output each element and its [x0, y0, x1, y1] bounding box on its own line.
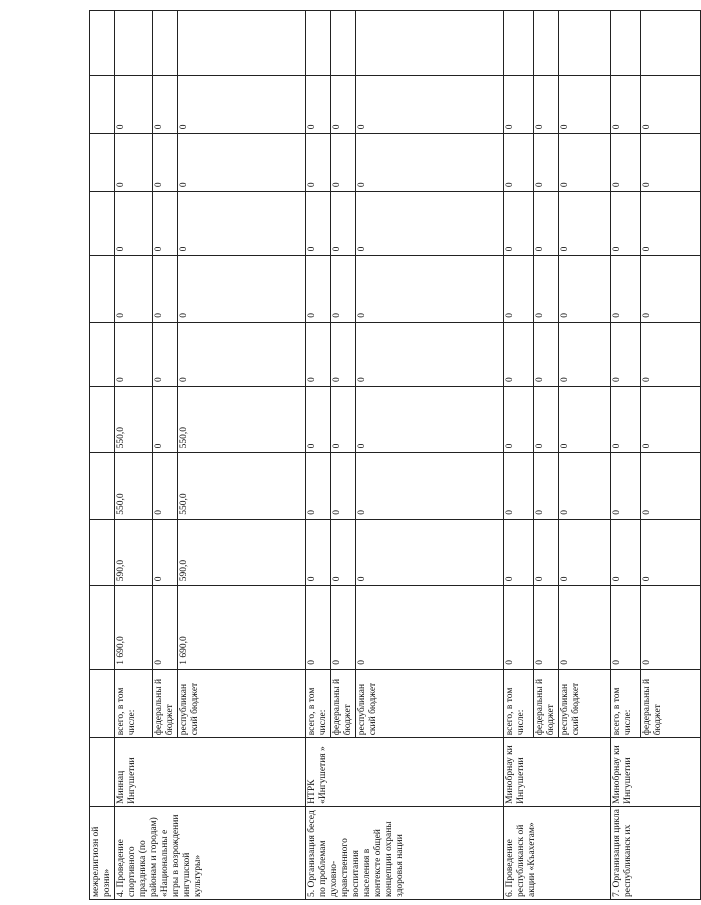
- funding-source-cell: республикан ский бюджет: [356, 669, 504, 738]
- amount-cell: 0: [611, 519, 641, 585]
- amount-cell: 0: [178, 256, 306, 322]
- amount-cell: 0: [534, 519, 559, 585]
- amount-cell: 0: [331, 134, 356, 192]
- amount-cell: 0: [306, 386, 331, 452]
- table-row: [504, 11, 534, 900]
- amount-cell: 0: [306, 134, 331, 192]
- amount-cell: 0: [504, 453, 534, 519]
- amount-cell: 0: [504, 134, 534, 192]
- amount-cell: 0: [356, 134, 504, 192]
- amount-cell: 0: [153, 76, 178, 134]
- amount-cell: 0: [306, 256, 331, 322]
- top-fragment-row: [90, 11, 115, 900]
- top-fragment-cell: межрелигиозн ой розни»: [90, 806, 115, 899]
- trailing-empty-cell: [611, 11, 641, 76]
- amount-cell: 0: [534, 453, 559, 519]
- amount-cell: 0: [611, 192, 641, 256]
- amount-cell: 0: [153, 519, 178, 585]
- event-name-cell: 4. Проведение спортивного праздника (по районам и городам) «Национальны е игры в возрождении ингушской культуры»: [115, 806, 306, 899]
- amount-cell: 0: [641, 519, 701, 585]
- amount-cell: 0: [356, 386, 504, 452]
- rotated-document-page: [89, 10, 663, 900]
- amount-cell: 0: [534, 386, 559, 452]
- amount-cell: 0: [504, 519, 534, 585]
- amount-cell: 550,0: [178, 386, 306, 452]
- amount-cell: 0: [504, 256, 534, 322]
- amount-cell: 0: [559, 76, 611, 134]
- amount-cell: 0: [331, 192, 356, 256]
- amount-cell: 0: [306, 192, 331, 256]
- amount-cell: 1 690,0: [178, 586, 306, 670]
- amount-cell: 0: [611, 76, 641, 134]
- amount-cell: 0: [356, 453, 504, 519]
- amount-cell: 0: [153, 134, 178, 192]
- funding-source-cell: всего, в том числе:: [115, 669, 153, 738]
- amount-cell: 0: [641, 192, 701, 256]
- funding-source-cell: федеральны й бюджет: [153, 669, 178, 738]
- funding-source-cell: федеральны й бюджет: [641, 669, 701, 738]
- amount-cell: 0: [504, 76, 534, 134]
- amount-cell: 0: [153, 322, 178, 386]
- amount-cell: 0: [331, 519, 356, 585]
- trailing-empty-cell: [306, 11, 331, 76]
- amount-cell: 0: [611, 134, 641, 192]
- amount-cell: 0: [153, 386, 178, 452]
- event-name-cell: 7. Организация цикла республиканск их: [611, 806, 701, 899]
- amount-cell: 0: [559, 256, 611, 322]
- amount-cell: 0: [306, 586, 331, 670]
- amount-cell: 0: [534, 586, 559, 670]
- amount-cell: 550,0: [178, 453, 306, 519]
- funding-source-cell: всего, в том числе:: [611, 669, 641, 738]
- amount-cell: 0: [356, 586, 504, 670]
- trailing-empty-cell: [178, 11, 306, 76]
- amount-cell: 0: [559, 386, 611, 452]
- trailing-empty-cell: [356, 11, 504, 76]
- budget-table: [89, 10, 701, 900]
- table-row: [115, 11, 153, 900]
- amount-cell: 0: [356, 519, 504, 585]
- amount-cell: 590,0: [178, 519, 306, 585]
- amount-cell: 0: [178, 322, 306, 386]
- amount-cell: 0: [504, 586, 534, 670]
- amount-cell: 0: [178, 134, 306, 192]
- amount-cell: 0: [331, 76, 356, 134]
- amount-cell: 0: [331, 453, 356, 519]
- amount-cell: 0: [534, 192, 559, 256]
- amount-cell: 0: [153, 586, 178, 670]
- funding-source-cell: федеральны й бюджет: [534, 669, 559, 738]
- amount-cell: 0: [559, 453, 611, 519]
- amount-cell: 0: [641, 586, 701, 670]
- amount-cell: 0: [178, 192, 306, 256]
- amount-cell: 0: [559, 586, 611, 670]
- amount-cell: 0: [534, 76, 559, 134]
- amount-cell: 0: [178, 76, 306, 134]
- table-row: [306, 11, 331, 900]
- amount-cell: 0: [559, 519, 611, 585]
- event-name-cell: 6. Проведение республиканск ой акции «Къахетам»: [504, 806, 611, 899]
- trailing-empty-cell: [331, 11, 356, 76]
- amount-cell: 0: [641, 453, 701, 519]
- amount-cell: 0: [153, 256, 178, 322]
- amount-cell: 0: [559, 322, 611, 386]
- amount-cell: 0: [611, 586, 641, 670]
- amount-cell: 0: [153, 192, 178, 256]
- amount-cell: 0: [331, 386, 356, 452]
- amount-cell: 0: [611, 322, 641, 386]
- amount-cell: 0: [559, 192, 611, 256]
- amount-cell: 0: [115, 76, 153, 134]
- trailing-empty-cell: [641, 11, 701, 76]
- amount-cell: 0: [356, 256, 504, 322]
- table-row: [611, 11, 641, 900]
- trailing-empty-cell: [534, 11, 559, 76]
- amount-cell: 0: [331, 586, 356, 670]
- amount-cell: 0: [611, 386, 641, 452]
- amount-cell: 1 690,0: [115, 586, 153, 670]
- executor-cell: Минобрнау ки Ингушетии: [504, 738, 611, 807]
- funding-source-cell: республикан ский бюджет: [559, 669, 611, 738]
- amount-cell: 0: [331, 322, 356, 386]
- amount-cell: 0: [306, 322, 331, 386]
- amount-cell: 0: [641, 322, 701, 386]
- amount-cell: 0: [306, 519, 331, 585]
- amount-cell: 0: [534, 322, 559, 386]
- trailing-empty-cell: [504, 11, 534, 76]
- amount-cell: 0: [115, 192, 153, 256]
- event-name-cell: 5. Организация бесед по проблемам духовно-нравственного воспитания населения в контексте общей концепции охраны здоровья нации: [306, 806, 504, 899]
- amount-cell: 0: [641, 134, 701, 192]
- amount-cell: 0: [356, 322, 504, 386]
- amount-cell: 0: [611, 453, 641, 519]
- budget-table-body: [90, 11, 701, 900]
- funding-source-cell: республикан ский бюджет: [178, 669, 306, 738]
- amount-cell: 0: [641, 256, 701, 322]
- amount-cell: 0: [115, 322, 153, 386]
- amount-cell: 0: [356, 76, 504, 134]
- amount-cell: 0: [115, 134, 153, 192]
- amount-cell: 0: [641, 76, 701, 134]
- amount-cell: 0: [504, 386, 534, 452]
- trailing-empty-cell: [559, 11, 611, 76]
- amount-cell: 550,0: [115, 386, 153, 452]
- amount-cell: 0: [153, 453, 178, 519]
- amount-cell: 0: [356, 192, 504, 256]
- amount-cell: 0: [115, 256, 153, 322]
- executor-cell: Минобрнау ки Ингушетии: [611, 738, 701, 807]
- amount-cell: 0: [306, 453, 331, 519]
- amount-cell: 0: [504, 322, 534, 386]
- amount-cell: 550,0: [115, 453, 153, 519]
- trailing-empty-cell: [153, 11, 178, 76]
- funding-source-cell: всего, в том числе:: [504, 669, 534, 738]
- amount-cell: 0: [559, 134, 611, 192]
- funding-source-cell: всего, в том числе:: [306, 669, 331, 738]
- amount-cell: 0: [306, 76, 331, 134]
- amount-cell: 590,0: [115, 519, 153, 585]
- executor-cell: Миннац Ингушетии: [115, 738, 306, 807]
- executor-cell: НТРК «Ингушетия »: [306, 738, 504, 807]
- amount-cell: 0: [611, 256, 641, 322]
- amount-cell: 0: [504, 192, 534, 256]
- funding-source-cell: федеральны й бюджет: [331, 669, 356, 738]
- amount-cell: 0: [534, 256, 559, 322]
- amount-cell: 0: [534, 134, 559, 192]
- amount-cell: 0: [641, 386, 701, 452]
- amount-cell: 0: [331, 256, 356, 322]
- trailing-empty-cell: [115, 11, 153, 76]
